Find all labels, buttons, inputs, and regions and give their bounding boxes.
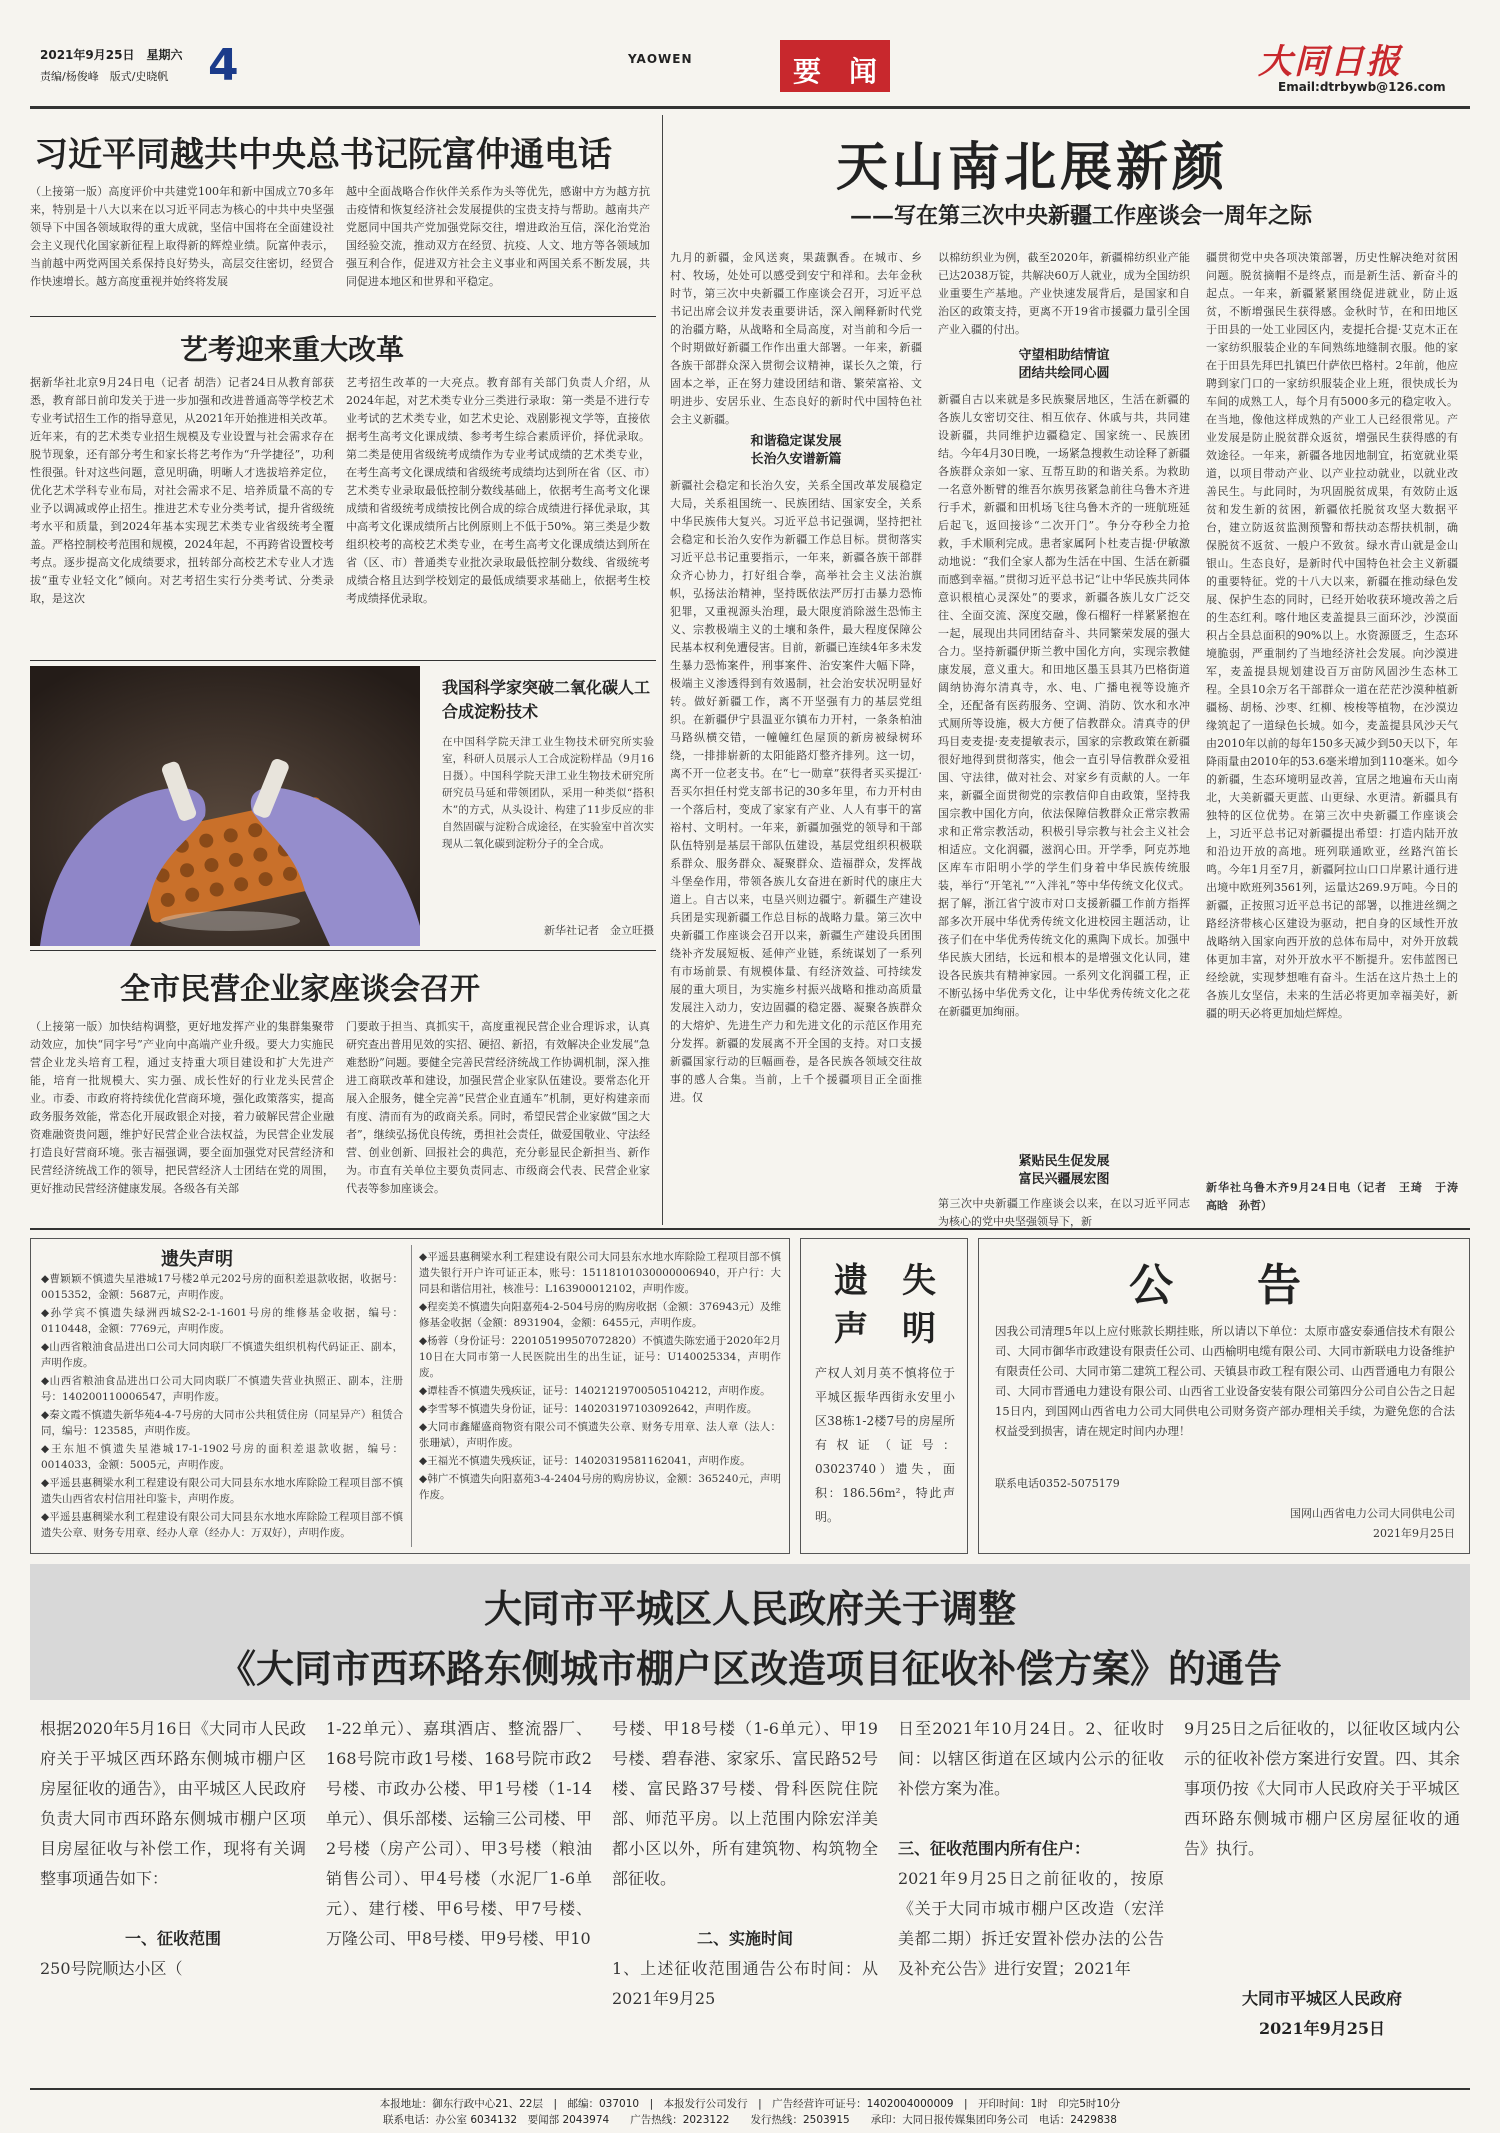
column: 越中全面战略合作伙伴关系作为头等优先，感谢中方为越方抗击疫情和恢复经济社会发展提供的宝贵支持与帮助。越南共产党愿同中国共产党加强党际交往，增进政治互信，深化治党治国经验交流，推动双方在经贸、抗疫、人文、地方等各领域加强互利合作，促进双方社会主义事业和两国关系不断发展，共同促进本地区和世界和平稳定。 <box>346 185 650 288</box>
issue-date: 2021年9月25日 星期六 <box>40 48 183 62</box>
notice-item: ◆程奕美不慎遗失向阳嘉苑4-2-504号房的购房收据（金额：376943元）及维修基金收据（金额：8931904，金额：6455元，声明作废。 <box>419 1301 781 1329</box>
footer: 本报地址：御东行政中心21、22层 | 邮编：037010 | 本报发行公司发行 | 广告经营许可证号：1402004000009 | 开印时间：1时 印完5时10分 联系电话：办公室 6034132 要闻部 2043974 广告热线：2023122 发行热线：2503915 承印：大同日报传媒集团印务公司 电话：2429838 <box>30 2088 1470 2128</box>
lab-photo <box>30 666 420 946</box>
column: 1-22单元）、嘉琪酒店、整流器厂、168号院市政1号楼、168号院市政2号楼、市政办公楼、甲1号楼（1-14单元）、俱乐部楼、运输三公司楼、甲2号楼（房产公司）、甲3号楼（粮油销售公司）、甲4号楼（水泥厂1-6单元）、建行楼、甲6号楼、甲7号楼、万隆公司、甲8号楼、甲9号楼、甲10 <box>326 1719 592 1948</box>
caption-title: 我国科学家突破二氧化碳人工合成淀粉技术 <box>442 678 651 721</box>
brand-logo: 大同日报 <box>1258 42 1402 82</box>
divider <box>30 316 656 317</box>
photo-caption <box>430 668 656 948</box>
headline: 天山南北展新颜 <box>836 137 1229 198</box>
column: 门要敢于担当、真抓实干，高度重视民营企业合理诉求，认真研究查出普用见效的实招、硬招、新招，有效解决企业发展“急难愁盼”问题。要健全完善民营经济统战工作协调机制，深入推进工商联改革和建设，加强民营企业家队伍建设。要常态化开展入企服务，健全完善“民营企业直通车”机制，更好构建亲而有度、清而有为的政商关系。同时，希望民营企业家做“国之大者”，继续弘扬优良传统，勇担社会责任，做爱国敬业、守法经营、创业创新、回报社会的典范，充分彰显民企新担当、新作为。市直有关单位主要负责同志、市级商会代表、民营企业家代表等参加座谈会。 <box>346 1020 650 1195</box>
headline: 《大同市西环路东侧城市棚户区改造项目征收补偿方案》的通告 <box>217 1646 1282 1691</box>
divider <box>30 660 656 661</box>
headline: 习近平同越共中央总书记阮富仲通电话 <box>34 135 612 175</box>
headline: 大同市平城区人民政府关于调整 <box>483 1586 1016 1631</box>
notice-item: ◆韩广不慎遗失向阳嘉苑3-4-2404号房的购房协议，金额：365240元，声明作废。 <box>419 1473 781 1501</box>
subheadline: ——写在第三次中央新疆工作座谈会一周年之际 <box>850 203 1313 229</box>
gov-notice <box>30 1564 1470 2084</box>
column: 艺考招生改革的一大亮点。教育部有关部门负责人介绍，从2024年起，对艺术类专业分三类进行录取：第一类是不进行专业考试的艺术类专业，如艺术史论、戏剧影视文学等，直接依据考生高考文化课成绩、参考考生综合素质评价，择优录取。第二类是使用省级统考成绩作为专业考试成绩的艺术类专业，在考生高考文化课成绩和省级统考成绩均达到所在省（区、市）艺术类专业录取最低控制分数线基础上，依据考生高考文化课成绩和省级统考成绩按比例合成的综合成绩进行择优录取，其中高考文化课成绩所占比例原则上不低于50%。第三类是少数组织校考的高校艺术类专业，在考生高考文化课成绩达到所在省（区、市）普通类专业批次录取最低控制分数线、省级统考成绩合格且达到学校划定的最低成绩要求基础上，依据考生校考成绩择优录取。 <box>346 376 650 605</box>
photo-credit: 新华社记者 金立旺摄 <box>544 924 654 937</box>
column: 日至2021年10月24日。2、征收时间：以辖区街道在区域内公示的征收补偿方案为准。 三、征收范围内所有住户： 2021年9月25日之前征收的，按原《关于大同市城市棚户区改造（宏洋美都二期）拆迁安置补偿办法的公告及补充公告》进行安置；2021年 <box>898 1719 1164 1978</box>
section-cn: 要 闻 <box>792 55 877 88</box>
notice-item: ◆秦文霞不慎遗失新华苑4-4-7号房的大同市公共租赁住房（同星异产）租赁合同，编号：123585，声明作废。 <box>41 1409 403 1437</box>
column: 据新华社北京9月24日电（记者 胡浩）记者24日从教育部获悉，教育部日前印发关于进一步加强和改进普通高等学校艺术专业考试招生工作的指导意见，从2021年开始推进相关改革。近年来，有的艺术类专业招生规模及专业设置与社会需求存在脱节现象，还有部分考生和家长将艺考作为“升学捷径”，功利性很强。针对这些问题，意见明确，明晰人才选拔培养定位，优化艺术学科专业布局，对社会需求不足、培养质量不高的专业予以调减或停止招生。推进艺术专业分类考试，提升省级统考水平和质量，到2024年基本实现艺术类专业省级统考全覆盖。严格控制校考范围和规模，2024年起，不再跨省设置校考考点。逐步提高文化成绩要求，扭转部分高校艺术专业人才选拔“重专业轻文化”倾向。对艺考招生实行分类考试、分类录取，是这次 <box>30 376 334 605</box>
notice-item: ◆孙学宾不慎遗失绿洲西城S2-2-1-1601号房的维修基金收据，编号：0110448，金额：7769元，声明作废。 <box>41 1307 403 1335</box>
article-private-enterprise <box>30 952 656 1224</box>
notice-item: ◆山西省粮油食品进出口公司大同肉联厂不慎遗失营业执照正、副本，注册号：140200110006547，声明作废。 <box>41 1375 403 1403</box>
notices-column <box>41 1271 403 1553</box>
email: Email:dtrbywb@126.com <box>1278 80 1446 94</box>
notice-item: ◆杨蓉（身份证号：220105199507072820）不慎遗失陈宏通于2020年2月10日在大同市第一人民医院出生的出生证，证号：U140025334，声明作废。 <box>419 1335 781 1379</box>
notice-item: ◆曹颖颖不慎遗失星港城17号楼2单元202号房的面积差退款收据，收据号：0015352，金额：5687元，声明作废。 <box>41 1273 403 1301</box>
headline: 全市民营企业家座谈会召开 <box>120 972 480 1007</box>
article-xinjiang <box>670 115 1470 1228</box>
notices-heading: 遗失声明 <box>161 1249 233 1270</box>
column-rule <box>662 115 663 1225</box>
notice-item: ◆平遥县惠稠梁水利工程建设有限公司大同县东水地水库除险工程项目部不慎遗失银行开户许可证正本，账号：15118101030000006940，开户行：大同县和谐信用社，核准号：L163900012102，声明作废。 <box>419 1251 781 1295</box>
notice-item: ◆平遥县惠稠梁水利工程建设有限公司大同县东水地水库除险工程项目部不慎遗失公章、财务专用章、经办人章（经办人：万双好），声明作废。 <box>41 1511 403 1539</box>
lost-notices <box>30 1238 790 1554</box>
notices-column <box>419 1249 781 1553</box>
announcement-power: 公 告 因我公司清理5年以上应付账款长期挂账，所以请以下单位：太原市盛安泰通信技术有限公司、大同市御华市政建设有限责任公司、山西榆明电缆有限公司、大同市新联电力设备维护有限责任公司、大同市第二建筑工程公司、天镇县市政工程有限公司、山西晋通电力有限公司、大同市晋通电力建设有限公司、山西省工业设备安装有限公司第四分公司自公告之日起15日内，到国网山西省电力公司大同供电公司财务资产部办理相关手续，为避免您的合法权益受到损害，请在规定时间内办理！ 联系电话0352-5075179 国网山西省电力公司大同供电公司 2021年9月25日 <box>978 1238 1470 1554</box>
notice-item: ◆李雪琴不慎遗失身份证，证号：140203197103092642，声明作废。 <box>419 1403 758 1415</box>
notice-item: ◆王福光不慎遗失残疾证，证号：14020319581162041，声明作废。 <box>419 1455 751 1467</box>
page-number: 4 <box>208 40 239 91</box>
lost-notice-house: 遗 失 声 明 产权人刘月英不慎将位于平城区振华西街永安里小区38栋1-2楼7号的房屋所有权证（证号：03023740）遗失，面积：186.56m²，特此声明。 <box>800 1238 968 1554</box>
column: 9月25日之后征收的，以征收区域内公示的征收补偿方案进行安置。四、其余事项仍按《大同市人民政府关于平城区西环路东侧城市棚户区房屋征收的通告》执行。 大同市平城区人民政府 2021年9月25日 <box>1184 1719 1460 2038</box>
notice-item: ◆山西省粮油食品进出口公司大同肉联厂不慎遗失组织机构代码证正、副本，声明作废。 <box>41 1341 403 1369</box>
column: 号楼、甲18号楼（1-6单元）、甲19号楼、碧春港、家家乐、富民路52号楼、富民路37号楼、骨科医院住院部、师范平房。以上范围内除宏洋美都小区以外，所有建筑物、构筑物全部征收。 二、实施时间 1、上述征收范围通告公布时间：从2021年9月25 <box>612 1719 878 2008</box>
divider <box>30 950 656 951</box>
notice-item: ◆王东旭不慎遗失星港城17-1-1902号房的面积差退款收据，编号：0014033，金额：5005元，声明作废。 <box>41 1443 403 1471</box>
article-xi-call <box>30 115 656 315</box>
column-rule <box>411 1245 412 1547</box>
column: （上接第一版）加快结构调整，更好地发挥产业的集群集聚带动效应，加快“同字号”产业向中高端产业升级。要大力实施民营企业龙头培育工程，通过支持重大项目建设和扩大先进产能，培育一批规模大、实力强、成长性好的行业龙头民营企业。市委、市政府将持续优化营商环境，强化政策落实，提高政务服务效能，常态化开展政银企对接，着力破解民营企业融资难融资贵问题，维护好民营企业合法权益，为民营企业发展打造良好营商环境。张吉福强调，要全面加强党对民营经济和民营经济统战工作的领导，把民营经济人士团结在党的周围，更好推动民营经济健康发展。各级各有关部 <box>30 1020 334 1195</box>
masthead <box>0 0 1500 120</box>
column: （上接第一版）高度评价中共建党100年和新中国成立70多年来，特别是十八大以来在以习近平同志为核心的中共中央坚强领导下中国各领域取得的重大成就，坚信中国将在全面建设社会主义现代化国家新征程上取得新的辉煌业绩。阮富仲表示，当前越中两党两国关系保持良好势头，高层交往密切，经贸合作快速增长。越方高度重视并始终将发展 <box>30 185 334 288</box>
column: 根据2020年5月16日《大同市人民政府关于平城区西环路东侧城市棚户区房屋征收的通告》，由平城区人民政府负责大同市西环路东侧城市棚户区项目房屋征收与补偿工作，现将有关调整事项通告如下： 一、征收范围 250号院顺达小区（ <box>40 1719 306 1978</box>
header-rule <box>30 106 1470 109</box>
section-en: YAOWEN <box>628 52 693 66</box>
divider <box>30 1228 1470 1230</box>
notice-item: ◆谭桂香不慎遗失残疾证，证号：14021219700505104212，声明作废。 <box>419 1385 771 1397</box>
headline: 艺考迎来重大改革 <box>180 333 405 366</box>
editors-line: 责编/杨俊峰 版式/史晓帆 <box>40 70 169 83</box>
column: 九月的新疆，金风送爽，果蔬飘香。在城市、乡村、牧场，处处可以感受到安宁和祥和。去年金秋时节，第三次中央新疆工作座谈会召开，习近平总书记出席会议并发表重要讲话，深入阐释新时代党的治疆方略，从战略和全局高度，对当前和今后一个时期做好新疆工作作出重大部署。一年来，新疆各族干部群众深入贯彻会议精神，谋长久之策，行固本之举，正在努力建设团结和谐、繁荣富裕、文明进步、安居乐业、生态良好的新时代中国特色社会主义新疆。 和谐稳定谋发展 长治久安谱新篇 新疆社会稳定和长治久安，关系全国改革发展稳定大局，关系祖国统一、民族团结、国家安全，关系中华民族伟大复兴。习近平总书记强调，坚持把社会稳定和长治久安作为新疆工作总目标。贯彻落实习近平总书记重要指示，一年来，新疆各族干部群众齐心协力，打好组合拳，高举社会主义法治旗帜，弘扬法治精神，坚持既依法严厉打击暴力恐怖犯罪，又重视源头治理，最大限度消除滋生恐怖主义、宗教极端主义的土壤和条件，最大程度保障公民基本权利免遭侵害。目前，新疆已连续4年多未发生暴力恐怖案件，刑事案件、治安案件大幅下降，极端主义渗透得到有效遏制，社会治安状况明显好转。做好新疆工作，离不开坚强有力的基层党组织。在新疆伊宁县温亚尔镇布力开村，一条条柏油马路纵横交错，一幢幢红色屋顶的新房被绿树环绕，一排排崭新的太阳能路灯整齐排列。这一切，离不开一位老支书。在“七一勋章”获得者买买提江·吾买尔担任村党支部书记的30多年里，布力开村由一个落后村，变成了家家有产业、人人有事干的富裕村、文明村。一年来，新疆加强党的领导和干部队伍特别是基层干部队伍建设，基层党组织积极联系群众、服务群众、凝聚群众、造福群众，发挥战斗堡垒作用，带领各族儿女奋进在新时代的康庄大道上。自古以来，屯垦兴则边疆宁。新疆生产建设兵团是实现新疆工作总目标的战略力量。第三次中央新疆工作座谈会召开以来，新疆生产建设兵团围绕补齐发展短板、延伸产业链，系统谋划了一系列有市场前景、有规模体量、有经济效益、可持续发展的重大项目，为实施乡村振兴战略和推动高质量发展注入动力，安边固疆的稳定器、凝聚各族群众的大熔炉、先进生产力和先进文化的示范区作用充分发挥。新疆的发展离不开全国的支持。对口支援新疆国家行动的巨幅画卷，是各民族各领域交往故事的感人合集。当前，上千个援疆项目正全面推进。仅 <box>670 251 922 1104</box>
caption-text: 在中国科学院天津工业生物技术研究所实验室，科研人员展示人工合成淀粉样品（9月16日摄）。中国科学院天津工业生物技术研究所研究员马延和带领团队，采用一种类似“搭积木”的方式，从头设计、构建了11步反应的非自然固碳与淀粉合成途径，在实验室中首次实现从二氧化碳到淀粉分子的全合成。 <box>442 736 654 850</box>
column: 疆贯彻党中央各项决策部署，历史性解决绝对贫困问题。脱贫摘帽不是终点，而是新生活、新奋斗的起点。一年来，新疆紧紧围绕促进就业，防止返贫，不断增强民生获得感。金秋时节，在和田地区于田县的一处工业园区内，麦提托合提·艾克木正在一家纺织服装企业的车间熟练地缝制衣服。他的家在于田县先拜巴扎镇巴什萨依巴格村。2年前，他应聘到家门口的一家纺织服装企业上班，很快成长为车间的成熟工人，每个月有5000多元的稳定收入。在当地，像他这样成熟的产业工人已经很常见。产业发展是防止脱贫群众返贫，增强民生获得感的有效途径。一年来，新疆各地因地制宜，拓宽就业渠道，以项目带动产业、以产业拉动就业，以就业改善民生。与此同时，为巩固脱贫成果，有效防止返贫和发生新的贫困，新疆依托脱贫攻坚大数据平台，建立防返贫监测预警和帮扶动态帮扶机制，确保脱贫不返贫、一般户不致贫。绿水青山就是金山银山。生态良好，是新时代中国特色社会主义新疆的重要特征。党的十八大以来，新疆在推动绿色发展、保护生态的同时，已经开始收获环境改善之后的生态红利。喀什地区麦盖提县三面环沙，沙漠面积占全县总面积的90%以上。水资源匮乏，生态环境脆弱，严重制约了当地经济社会发展。向沙漠进军，麦盖提县规划建设百万亩防风固沙生态林工程。全县10余万名干部群众一道在茫茫沙漠种植新疆杨、胡杨、沙枣、红柳、梭梭等植物，在沙漠边缘筑起了一道绿色长城。如今，麦盖提县风沙天气由2010年以前的每年150多天减少到50天以下，年降雨量由2010年的53.6毫米增加到110毫米。如今的新疆，生态环境明显改善，宜居之地遍布天山南北，大美新疆天更蓝、山更绿、水更清。新疆具有独特的区位优势。在第三次中央新疆工作座谈会上，习近平总书记对新疆提出希望：打造内陆开放和沿边开放的高地。班列联通欧亚，丝路汽笛长鸣。今年1月至7月，新疆阿拉山口口岸累计通行进出境中欧班列3561列，运量达269.9万吨。今日的新疆，正按照习近平总书记的部署，以推进丝绸之路经济带核心区建设为驱动，把自身的区域性开放战略纳入国家向西开放的总体布局中，对外开放载体更加丰富，对外开放水平不断提升。宏伟蓝图已经绘就，实现梦想唯有奋斗。生活在这片热土上的各族儿女坚信，未来的生活必将更加幸福美好，新疆的明天必将更加灿烂辉煌。 新华社乌鲁木齐9月24日电（记者 王琦 于涛 高晗 孙哲） <box>1206 251 1469 1212</box>
article-art-exam <box>30 318 656 658</box>
column: 以棉纺织业为例，截至2020年，新疆棉纺织业产能已达2038万锭，共解决60万人就业，成为全国纺织业重要生产基地。产业快速发展背后，是国家和自治区的政策支持，更离不开19省市援疆力量引全国产业入疆的付出。 守望相助结情谊 团结共绘同心圆 新疆自古以来就是多民族聚居地区，生活在新疆的各族儿女密切交往、相互依存、休戚与共，共同建设新疆，共同维护边疆稳定、国家统一、民族团结。今年4月30日晚，一场紧急搜救生动诠释了新疆各族群众亲如一家、互帮互助的和谐关系。为救助一名意外断臂的维吾尔族男孩紧急前往乌鲁木齐进行手术，新疆和田机场飞往乌鲁木齐的一班航班延后起飞，返回接诊“二次开门”。争分夺秒全力抢救，手术顺利完成。患者家属阿卜杜麦吉提·伊敏激动地说：“我们全家人都为生活在中国、生活在新疆而感到幸福。”贯彻习近平总书记“让中华民族共同体意识根植心灵深处”的要求，新疆各族儿女广泛交往、全面交流、深度交融，像石榴籽一样紧紧抱在一起，展现出共同团结奋斗、共同繁荣发展的强大合力。坚持新疆伊斯兰教中国化方向，实现宗教健康发展，意义重大。和田地区墨玉县其乃巴格街道阔纳协海尔清真寺，水、电、广播电视等设施齐全，还配备有医药服务、空调、消防、饮水和水冲式厕所等设施，极大方便了信教群众。清真寺的伊玛目麦麦提·麦麦提敏表示，国家的宗教政策在新疆很好地得到贯彻落实，他会一直引导信教群众爱祖国、守法律，做对社会、对家乡有贡献的人。一年来，新疆全面贯彻党的宗教信仰自由政策，坚持我国宗教中国化方向，依法保障信教群众正常宗教需求和正常宗教活动，积极引导宗教与社会主义社会相适应。文化润疆，滋润心田。开学季，阿克苏地区库车市阳明小学的学生们身着中华民族传统服装，举行“开笔礼”“入泮礼”等中华传统文化仪式。据了解，浙江省宁波市对口支援新疆工作前方指挥部多次开展中华优秀传统文化进校园主题活动，让孩子们在中华优秀传统文化的熏陶下成长。加强中华民族大团结，长远和根本的是增强文化认同，建设各民族共有精神家园。一系列文化润疆工程，正不断弘扬中华优秀文化，让中华优秀传统文化之花在新疆更加绚丽。 紧贴民生促发展 富民兴疆展宏图 第三次中央新疆工作座谈会以来，在以习近平同志为核心的党中央坚强领导下，新 <box>938 251 1190 1228</box>
photo-starch <box>30 666 420 946</box>
notice-item: ◆平遥县惠稠梁水利工程建设有限公司大同县东水地水库除险工程项目部不慎遗失山西省农村信用社印鉴卡，声明作废。 <box>41 1477 403 1505</box>
notice-item: ◆大同市鑫耀盛商物资有限公司不慎遗失公章、财务专用章、法人章（法人：张珊斌），声明作废。 <box>419 1421 781 1449</box>
